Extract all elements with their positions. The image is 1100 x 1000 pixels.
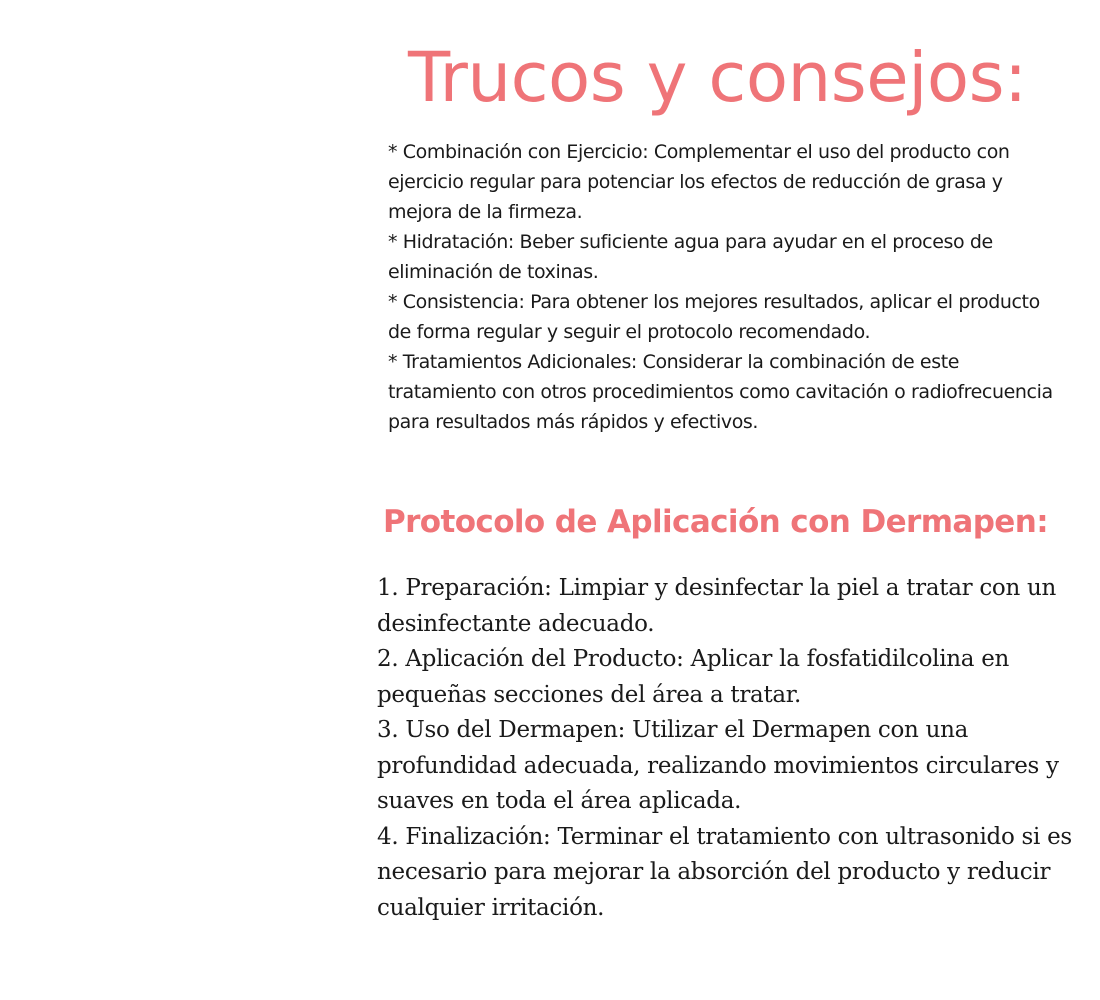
protocol-step-finalization: 4. Finalización: Terminar el tratamiento con ultrasonido si es necesario para mejorar la absorción del producto y reducir cualquier irritación.	[377, 823, 1072, 921]
tip-item-hydration: * Hidratación: Beber suficiente agua para ayudar en el proceso de eliminación de toxinas.	[388, 231, 993, 283]
tips-title: Trucos y consejos:	[408, 38, 1027, 118]
protocol-title: Protocolo de Aplicación con Dermapen:	[383, 504, 1048, 540]
protocol-step-product-application: 2. Aplicación del Producto: Aplicar la fosfatidilcolina en pequeñas secciones del área a tratar.	[377, 646, 1010, 708]
tip-item-exercise: * Combinación con Ejercicio: Complementar el uso del producto con ejercicio regular para potenciar los efectos de reducción de grasa y mejora de la firmeza.	[388, 141, 1010, 223]
tip-item-additional-treatments: * Tratamientos Adicionales: Considerar la combinación de este tratamiento con otros procedimientos como cavitación o radiofrecuencia para resultados más rápidos y efectivos.	[388, 351, 1053, 433]
protocol-step-preparation: 1. Preparación: Limpiar y desinfectar la piel a tratar con un desinfectante adecuado.	[377, 575, 1057, 637]
protocol-steps-list	[377, 571, 1077, 926]
protocol-step-dermapen-use: 3. Uso del Dermapen: Utilizar el Dermapen con una profundidad adecuada, realizando movimientos circulares y suaves en toda el área aplicada.	[377, 717, 1059, 814]
tips-list	[388, 137, 1068, 437]
tip-item-consistency: * Consistencia: Para obtener los mejores resultados, aplicar el producto de forma regular y seguir el protocolo recomendado.	[388, 291, 1040, 343]
